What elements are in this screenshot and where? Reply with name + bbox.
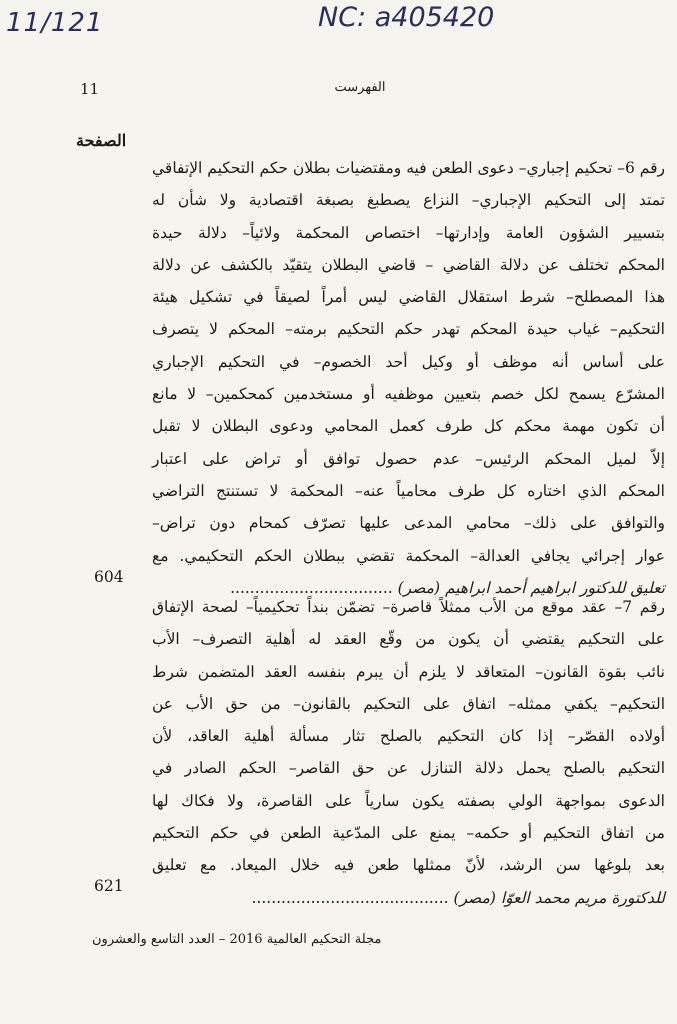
handwritten-page-count: 11/121 xyxy=(6,8,104,38)
entry-line: على التحكيم يقتضي أن يكون من وقّع العقد له أهلية التصرف– الأب xyxy=(152,630,665,649)
entry-commentary-line xyxy=(150,882,665,914)
index-entry-6 xyxy=(150,152,665,604)
entry-line: هذا المصطلح– شرط استقلال القاضي ليس أمراً لصيقاً في تشكيل هيئة xyxy=(152,288,665,307)
entry-commentary: تعليق للدكتور ابراهيم أحمد ابراهيم (مصر) xyxy=(397,578,665,597)
page-number: 11 xyxy=(80,80,100,98)
leader-dots: ................................. xyxy=(230,578,393,597)
leader-dots: ........................................ xyxy=(251,888,449,907)
column-header-page: الصفحة xyxy=(76,131,127,150)
entry-line: بتسيير الشؤون العامة وإدارتها– اختصاص المحكمة ولائياً– دلالة حيدة xyxy=(152,223,665,242)
entry-line: التحكيم– غياب حيدة المحكم تهدر حكم التحكيم برمته– المحكم لا يتصرف xyxy=(152,320,665,339)
entry-line: تمتد إلى التحكيم الإجباري– النزاع يصطبغ بصبغة اقتصادية ولا شأن له xyxy=(152,191,665,210)
handwritten-catalog-number: NC: a405420 xyxy=(318,2,495,33)
index-entry-7 xyxy=(150,591,665,914)
entry-line: أولاده القصّر– إذا كان التحكيم بالصلح تثار مسألة أهلية العاقد، لأن xyxy=(152,727,665,746)
entry-line: نائب بقوة القانون– المتعاقد لا يلزم أن يبرم بنفسه العقد المتضمن شرط xyxy=(152,662,665,681)
entry-line: رقم 7– عقد موقع من الأب ممثلاً قاصرة– تضمّن بنداً تحكيمياً– لصحة الإتفاق xyxy=(152,598,665,616)
entry-line: التحكيم بالصلح يحمل دلالة التنازل عن حق القاصر– الحكم الصادر في xyxy=(152,759,665,778)
entry-line: أن تكون مهمة محكم كل طرف كعمل المحامي ودعوى البطلان لا تقبل xyxy=(152,417,665,436)
page-title: الفهرست xyxy=(334,80,386,95)
entry-line: المحكم الذي اختاره كل طرف محامياً عنه– المحكمة لا تستنتج التراضي xyxy=(152,481,665,500)
entry-line: الدعوى بمواجهة الولي بصفته يكون سارياً على القاصرة، ولا فكاك لها xyxy=(152,791,665,810)
journal-footer: مجلة التحكيم العالمية 2016 – العدد التاسع والعشرون xyxy=(92,932,382,947)
entry-page-number: 621 xyxy=(94,877,124,895)
entry-line: من اتفاق التحكيم أو حكمه– يمنع على المدّعية الطعن في حكم التحكيم xyxy=(152,824,665,843)
entry-commentary: للدكتورة مريم محمد العوّا (مصر) xyxy=(453,888,665,907)
entry-line: على أساس أنه موظف أو وكيل أحد الخصوم– في التحكيم الإجباري xyxy=(152,352,665,371)
entry-line: المشرّع يسمح لكل خصم بتعيين موظفيه أو مستخدمين كمحكمين– لا مانع xyxy=(152,385,665,404)
entry-line: المحكم تختلف عن دلالة القاضي – قاضي البطلان يتقيّد بالكشف عن دلالة xyxy=(152,255,665,274)
entry-page-number: 604 xyxy=(94,568,124,586)
entry-line: التحكيم– يكفي ممثله– اتفاق على التحكيم بالقانون– من حق الأب عن xyxy=(152,694,665,713)
entry-line: رقم 6– تحكيم إجباري– دعوى الطعن فيه ومقتضيات بطلان حكم التحكيم الإتفاقي xyxy=(152,159,666,177)
entry-line: عوار إجرائي يجافي العدالة– المحكمة تقضي ببطلان الحكم التحكيمي. مع xyxy=(152,546,665,565)
entry-line: إلاّ لميل المحكم الرئيس– عدم حصول توافق أو تراض على اعتبار xyxy=(152,449,665,468)
entry-line: بعد بلوغها سن الرشد، لأنّ ممثلها طعن فيه خلال الميعاد. مع تعليق xyxy=(152,856,665,875)
entry-line: والتوافق على ذلك– محامي المدعى عليها تصرّف كمحام دون تراض– xyxy=(152,514,665,533)
